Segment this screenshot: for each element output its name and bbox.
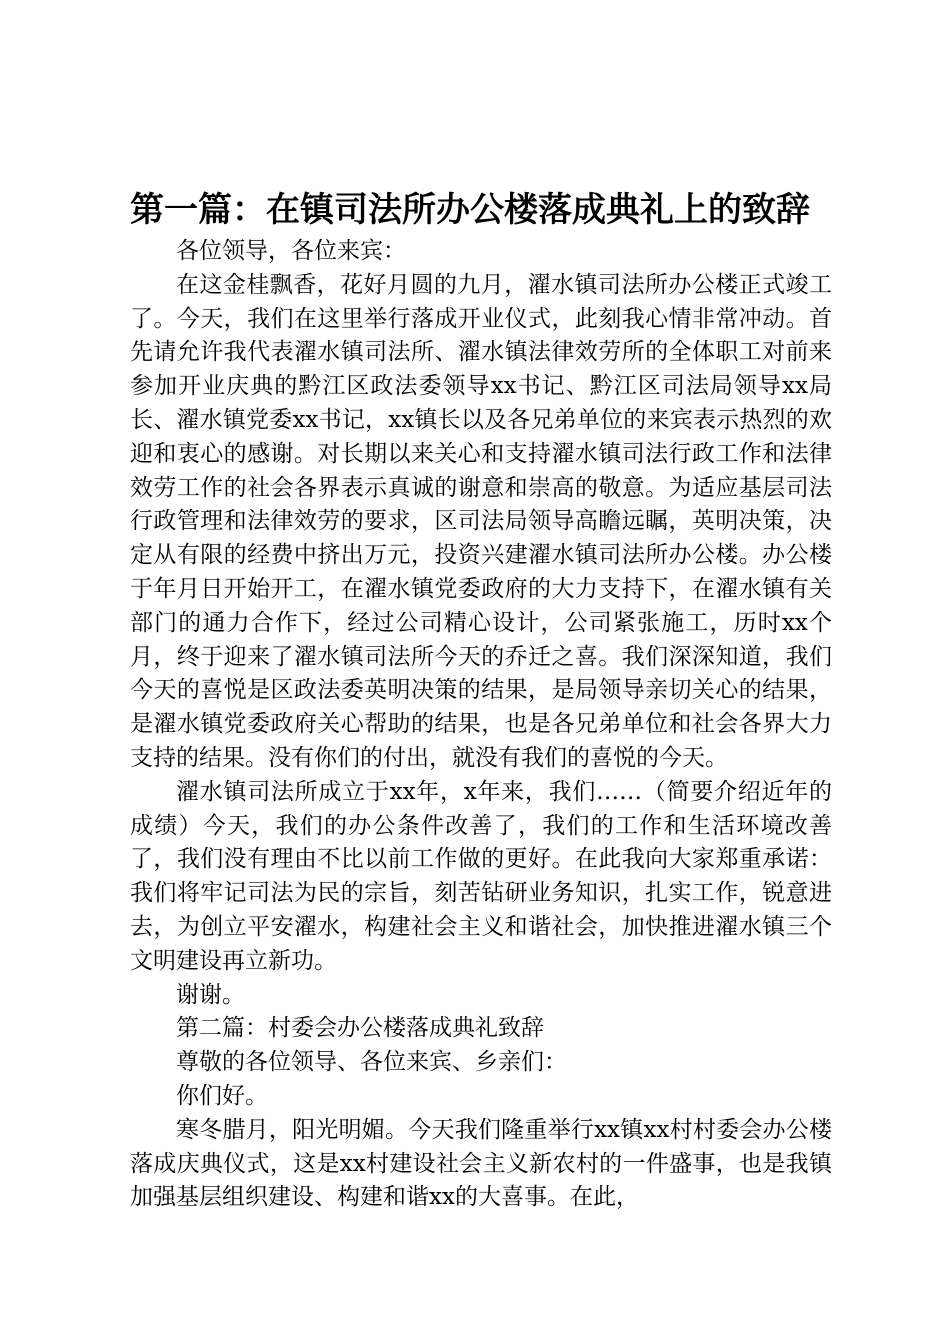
paragraph-opening: 在这金桂飘香，花好月圆的九月，濯水镇司法所办公楼正式竣工了。今天，我们在这里举行落成开业仪式，此刻我心情非常冲动。首先请允许我代表濯水镇司法所、濯水镇法律效劳所的全体职工对前来参加开业庆典的黔江区政法委领导xx书记、黔江区司法局领导xx局长、濯水镇党委xx书记，xx镇长以及各兄弟单位的来宾表示热烈的欢迎和衷心的感谢。对长期以来关心和支持濯水镇司法行政工作和法律效劳工作的社会各界表示真诚的谢意和崇高的敬意。为适应基层司法行政管理和法律效劳的要求，区司法局领导高瞻远瞩，英明决策，决定从有限的经费中挤出万元，投资兴建濯水镇司法所办公楼。办公楼于年月日开始开工，在濯水镇党委政府的大力支持下，在濯水镇有关部门的通力合作下，经过公司精心设计，公司紧张施工，历时xx个月，终于迎来了濯水镇司法所今天的乔迁之喜。我们深深知道，我们今天的喜悦是区政法委英明决策的结果，是局领导亲切关心的结果，是濯水镇党委政府关心帮助的结果，也是各兄弟单位和社会各界大力支持的结果。没有你们的付出，就没有我们的喜悦的今天。 [130,271,832,771]
closing-thanks: 谢谢。 [176,981,245,1008]
section-heading-2: 第二篇：村委会办公楼落成典礼致辞 [176,1015,544,1042]
salutation: 各位领导，各位来宾： [176,238,406,264]
salutation-2: 尊敬的各位领导、各位来宾、乡亲们： [176,1049,567,1076]
document-body [130,235,832,1215]
paragraph-history: 濯水镇司法所成立于xx年，x年来，我们……（简要介绍近年的成绩）今天，我们的办公条件改善了，我们的工作和生活环境改善了，我们没有理由不比以前工作做的更好。在此我向大家郑重承诺：我们将牢记司法为民的宗旨，刻苦钻研业务知识，扎实工作，锐意进去，为创立平安濯水，构建社会主义和谐社会，加快推进濯水镇三个文明建设再立新功。 [130,778,832,974]
greeting: 你们好。 [176,1082,268,1109]
paragraph-intro-2: 寒冬腊月，阳光明媚。今天我们隆重举行xx镇xx村村委会办公楼落成庆典仪式，这是xx村建设社会主义新农村的一件盛事，也是我镇加强基层组织建设、构建和谐xx的大喜事。在此， [130,1116,832,1211]
document-title: 第一篇：在镇司法所办公楼落成典礼上的致辞 [130,190,810,230]
